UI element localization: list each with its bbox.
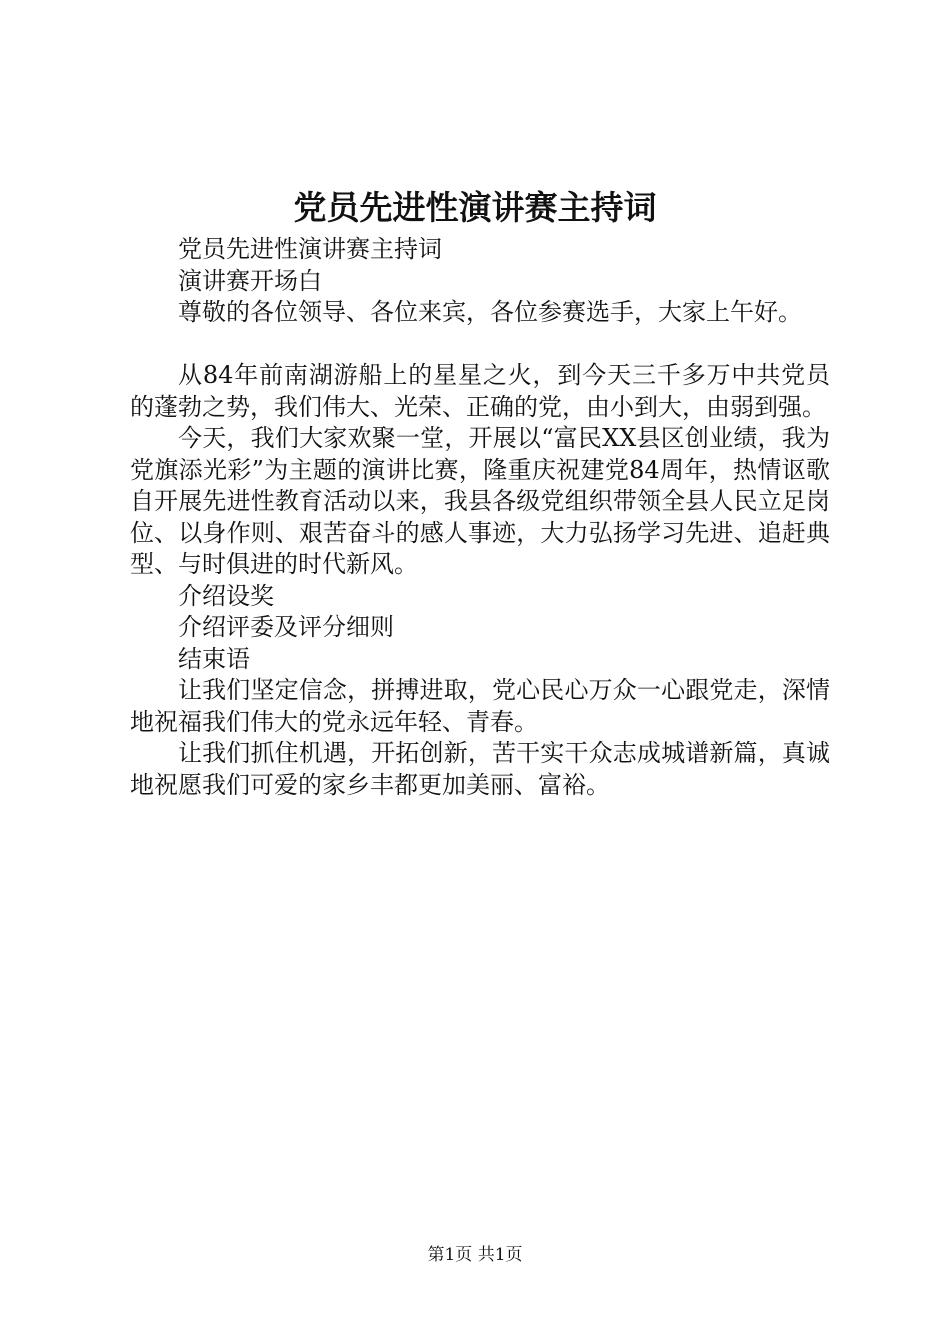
paragraph-event-intro: 今天，我们大家欢聚一堂，开展以“富民XX县区创业绩，我为党旗添光彩”为主题的演讲比赛，隆重庆祝建党84周年，热情讴歌自开展先进性教育活动以来，我县各级党组织带领全县人民立足岗位、以身作则、艰苦奋斗的感人事迹，大力弘扬学习先进、追赶典型、与时俱进的时代新风。 [130, 424, 830, 578]
paragraph-closing-2: 让我们抓住机遇，开拓创新，苦干实干众志成城谱新篇，真诚地祝愿我们可爱的家乡丰都更加美丽、富裕。 [130, 739, 830, 799]
paragraph-subtitle: 党员先进性演讲赛主持词 [178, 235, 442, 263]
paragraph-spacer [130, 329, 830, 361]
paragraph-greeting: 尊敬的各位领导、各位来宾，各位参赛选手，大家上午好。 [178, 298, 802, 326]
paragraph-section-closing: 结束语 [178, 644, 250, 673]
document-body [130, 234, 830, 801]
document-title: 党员先进性演讲赛主持词 [293, 188, 657, 227]
paragraph-awards: 介绍设奖 [178, 581, 274, 610]
paragraph-section-opening: 演讲赛开场白 [178, 266, 322, 295]
page-footer: 第1页 共1页 [427, 1245, 523, 1265]
paragraph-judges: 介绍评委及评分细则 [178, 613, 394, 641]
paragraph-closing-1: 让我们坚定信念，拼搏进取，党心民心万众一心跟党走，深情地祝福我们伟大的党永远年轻、青春。 [130, 676, 830, 736]
paragraph-history: 从84年前南湖游船上的星星之火，到今天三千多万中共党员的蓬勃之势，我们伟大、光荣、正确的党，由小到大，由弱到强。 [130, 361, 830, 421]
